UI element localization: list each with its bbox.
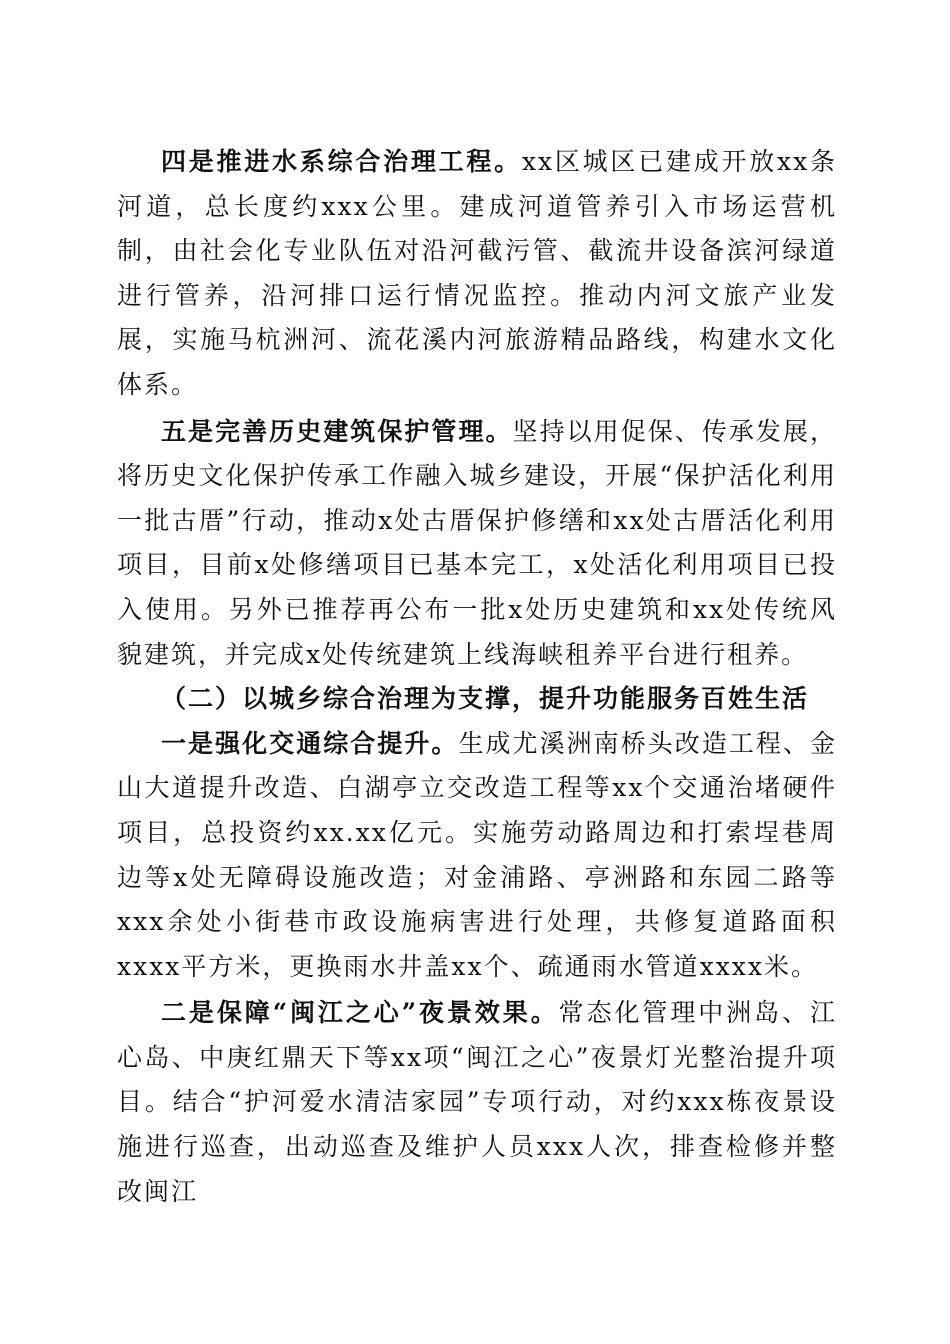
document-page: [117, 140, 837, 1214]
paragraph-night-scene: [117, 991, 837, 1214]
paragraph-water-system: [117, 140, 837, 408]
paragraph-body: 生成尤溪洲南桥头改造工程、金山大道提升改造、白湖亭立交改造工程等xx个交通治堵硬件项目，总投资约xx.xx亿元。实施劳动路周边和打索埕巷周边等x处无障碍设施改造；对金浦路、亭洲路和东园二路等xxx余处小街巷市政设施病害进行处理，共修复道路面积xxxx平方米，更换雨水井盖xx个、疏通雨水管道xxxx米。: [117, 728, 837, 981]
paragraph-historic-buildings: [117, 410, 837, 678]
paragraph-lead: 五是完善历史建筑保护管理。: [161, 416, 513, 446]
paragraph-body: 坚持以用促保、传承发展，将历史文化保护传承工作融入城乡建设，开展“保护活化利用一批古厝”行动，推动x处古厝保护修缮和xx处古厝活化利用项目，目前x处修缮项目已基本完工，x处活化利用项目已投入使用。另外已推荐再公布一批x处历史建筑和xx处传统风貌建筑，并完成x处传统建筑上线海峡租养平台进行租养。: [117, 416, 837, 669]
paragraph-body: 常态化管理中洲岛、江心岛、中庚红鼎天下等xx项“闽江之心”夜景灯光整治提升项目。结合“护河爱水清洁家园”专项行动，对约xxx栋夜景设施进行巡查，出动巡查及维护人员xxx人次，排查检修并整改闽江: [117, 998, 837, 1206]
section-heading: （二）以城乡综合治理为支撑，提升功能服务百姓生活: [161, 684, 810, 714]
paragraph-lead: 二是保障“闽江之心”夜景效果。: [161, 998, 559, 1028]
paragraph-traffic: [117, 722, 837, 990]
paragraph-lead: 一是强化交通综合提升。: [161, 728, 459, 758]
paragraph-body: xx区城区已建成开放xx条河道，总长度约xxx公里。建成河道管养引入市场运营机制，由社会化专业队伍对沿河截污管、截流井设备滨河绿道进行管养，沿河排口运行情况监控。推动内河文旅产业发展，实施马杭洲河、流花溪内河旅游精品路线，构建水文化体系。: [117, 147, 837, 399]
paragraph-lead: 四是推进水系综合治理工程。: [161, 147, 522, 176]
